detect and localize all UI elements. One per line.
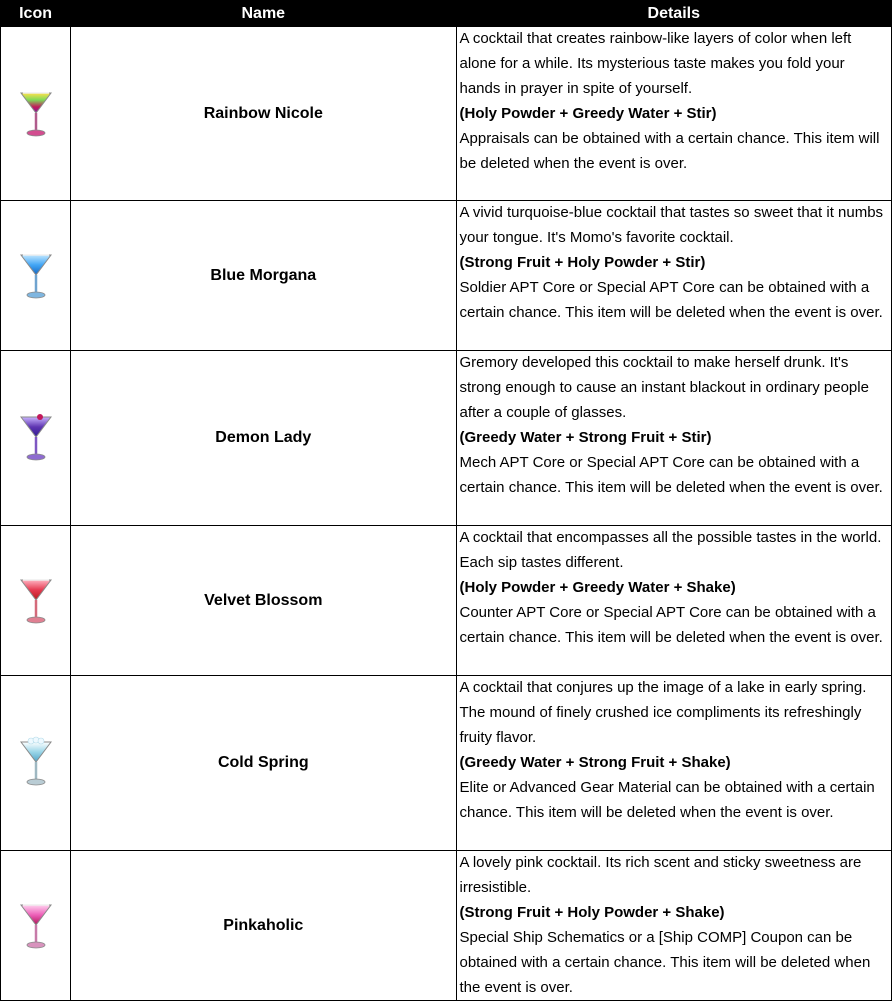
details-cell xyxy=(456,201,892,351)
ice-cocktail-icon xyxy=(19,736,53,790)
table-row xyxy=(1,201,892,351)
description: A lovely pink cocktail. Its rich scent and sticky sweetness are irresistible. xyxy=(459,854,862,896)
blue-cocktail-icon xyxy=(19,249,53,303)
header-details: Details xyxy=(456,1,892,27)
table-row xyxy=(1,526,892,676)
cocktail-name: Blue Morgana xyxy=(71,201,456,351)
pink-cocktail-icon xyxy=(19,899,53,953)
description: A cocktail that encompasses all the possible tastes in the world. Each sip tastes different. xyxy=(459,529,882,571)
description: A cocktail that conjures up the image of a lake in early spring. The mound of finely crushed ice compliments its refreshingly fruity flavor. xyxy=(459,679,867,746)
details-cell xyxy=(456,526,892,676)
recipe: (Strong Fruit + Holy Powder + Shake) xyxy=(459,903,725,921)
cocktail-name: Pinkaholic xyxy=(71,851,456,1001)
details-cell xyxy=(456,351,892,526)
reward: Counter APT Core or Special APT Core can be obtained with a certain chance. This item will be deleted when the event is over. xyxy=(459,603,883,646)
red-cocktail-icon xyxy=(19,574,53,628)
description: A cocktail that creates rainbow-like layers of color when left alone for a while. Its mysterious taste makes you fold your hands in prayer in spite of yourself. xyxy=(459,30,852,97)
recipe: (Greedy Water + Strong Fruit + Stir) xyxy=(459,428,712,446)
recipe: (Holy Powder + Greedy Water + Stir) xyxy=(459,104,717,122)
reward: Mech APT Core or Special APT Core can be obtained with a certain chance. This item will be deleted when the event is over. xyxy=(459,453,883,496)
cocktail-name: Cold Spring xyxy=(71,676,456,851)
details-cell xyxy=(456,676,892,851)
details-cell xyxy=(456,27,892,201)
recipe: (Holy Powder + Greedy Water + Shake) xyxy=(459,578,736,596)
recipe: (Greedy Water + Strong Fruit + Shake) xyxy=(459,753,731,771)
cocktail-name: Rainbow Nicole xyxy=(71,27,456,201)
reward: Special Ship Schematics or a [Ship COMP] Coupon can be obtained with a certain chance. This item will be deleted when the event is over. xyxy=(459,928,871,996)
header-icon: Icon xyxy=(1,1,71,27)
cocktail-name: Demon Lady xyxy=(71,351,456,526)
rainbow-cocktail-icon xyxy=(19,87,53,141)
purple-cocktail-icon xyxy=(19,411,53,465)
table-row xyxy=(1,351,892,526)
reward: Soldier APT Core or Special APT Core can be obtained with a certain chance. This item will be deleted when the event is over. xyxy=(459,278,883,321)
table-row xyxy=(1,27,892,201)
icon-cell xyxy=(1,526,71,676)
icon-cell xyxy=(1,851,71,1001)
header-row xyxy=(1,1,892,27)
recipe: (Strong Fruit + Holy Powder + Stir) xyxy=(459,253,706,271)
description: A vivid turquoise-blue cocktail that tastes so sweet that it numbs your tongue. It's Momo's favorite cocktail. xyxy=(459,204,884,246)
table-row xyxy=(1,851,892,1001)
icon-cell xyxy=(1,676,71,851)
reward: Elite or Advanced Gear Material can be obtained with a certain chance. This item will be deleted when the event is over. xyxy=(459,778,875,821)
table-row xyxy=(1,676,892,851)
reward: Appraisals can be obtained with a certain chance. This item will be deleted when the event is over. xyxy=(459,129,880,172)
header-name: Name xyxy=(71,1,456,27)
description: Gremory developed this cocktail to make herself drunk. It's strong enough to cause an instant blackout in ordinary people after a couple of glasses. xyxy=(459,354,869,421)
icon-cell xyxy=(1,27,71,201)
details-cell xyxy=(456,851,892,1001)
icon-cell xyxy=(1,201,71,351)
cocktail-name: Velvet Blossom xyxy=(71,526,456,676)
icon-cell xyxy=(1,351,71,526)
